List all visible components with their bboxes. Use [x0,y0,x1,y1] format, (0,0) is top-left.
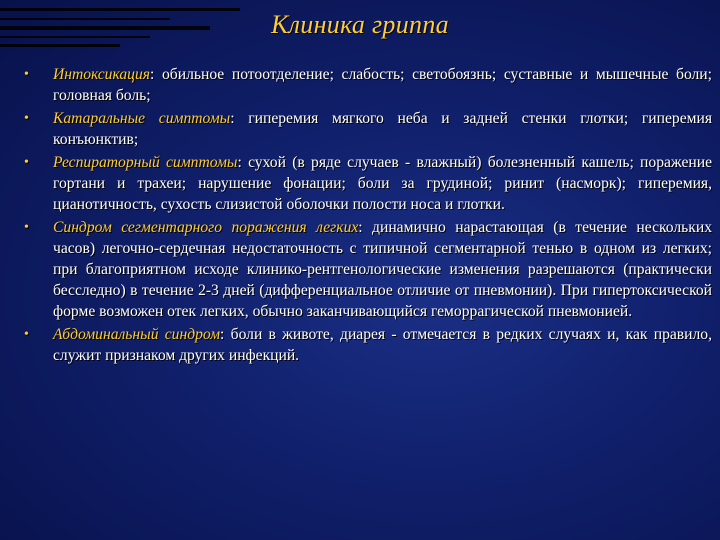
item-term: Абдоминальный синдром [53,326,221,343]
item-term: Интоксикация [53,66,151,83]
bullet-icon: • [24,220,29,235]
decorative-streak [0,44,120,47]
bullet-list [22,64,712,368]
list-item [22,217,712,322]
slide-title: Клиника гриппа [271,10,449,39]
item-text: : обильное потоотделение; слабость; светобоязнь; суставные и мышечные боли; головная боль; [53,66,712,104]
item-text: : сухой (в ряде случаев - влажный) болезненный кашель; поражение гортани и трахеи; нарушение фонации; боли за грудиной; ринит (насморк); гиперемия, цианотичность, сухость слизистой оболочки полости носа и глотки. [53,154,713,213]
list-item [22,324,712,366]
item-term: Катаральные симптомы [53,110,231,127]
list-item [22,152,712,215]
item-text: : динамично нарастающая (в течение нескольких часов) легочно-сердечная недостаточность с типичной сегментарной тенью в одном из легких; при благоприятном исходе клинико-рентгенологические изменения разрешаются (практически бесследно) в течение 2-3 дней (дифференциальное отличие от пневмонии). При гипертоксической форме возможен отек легких, обычно заканчивающийся геморрагической пневмонией. [53,219,712,320]
bullet-icon: • [24,67,29,82]
item-text: : гиперемия мягкого неба и задней стенки глотки; гиперемия конъюнктив; [53,110,713,148]
item-term: Респираторный симптомы [53,154,238,171]
bullet-icon: • [24,155,29,170]
list-item [22,64,712,106]
bullet-icon: • [24,111,29,126]
item-term: Синдром сегментарного поражения легких [53,219,359,236]
item-text: : боли в животе, диарея - отмечается в редких случаях и, как правило, служит признаком других инфекций. [53,326,712,364]
bullet-icon: • [24,327,29,342]
list-item [22,108,712,150]
